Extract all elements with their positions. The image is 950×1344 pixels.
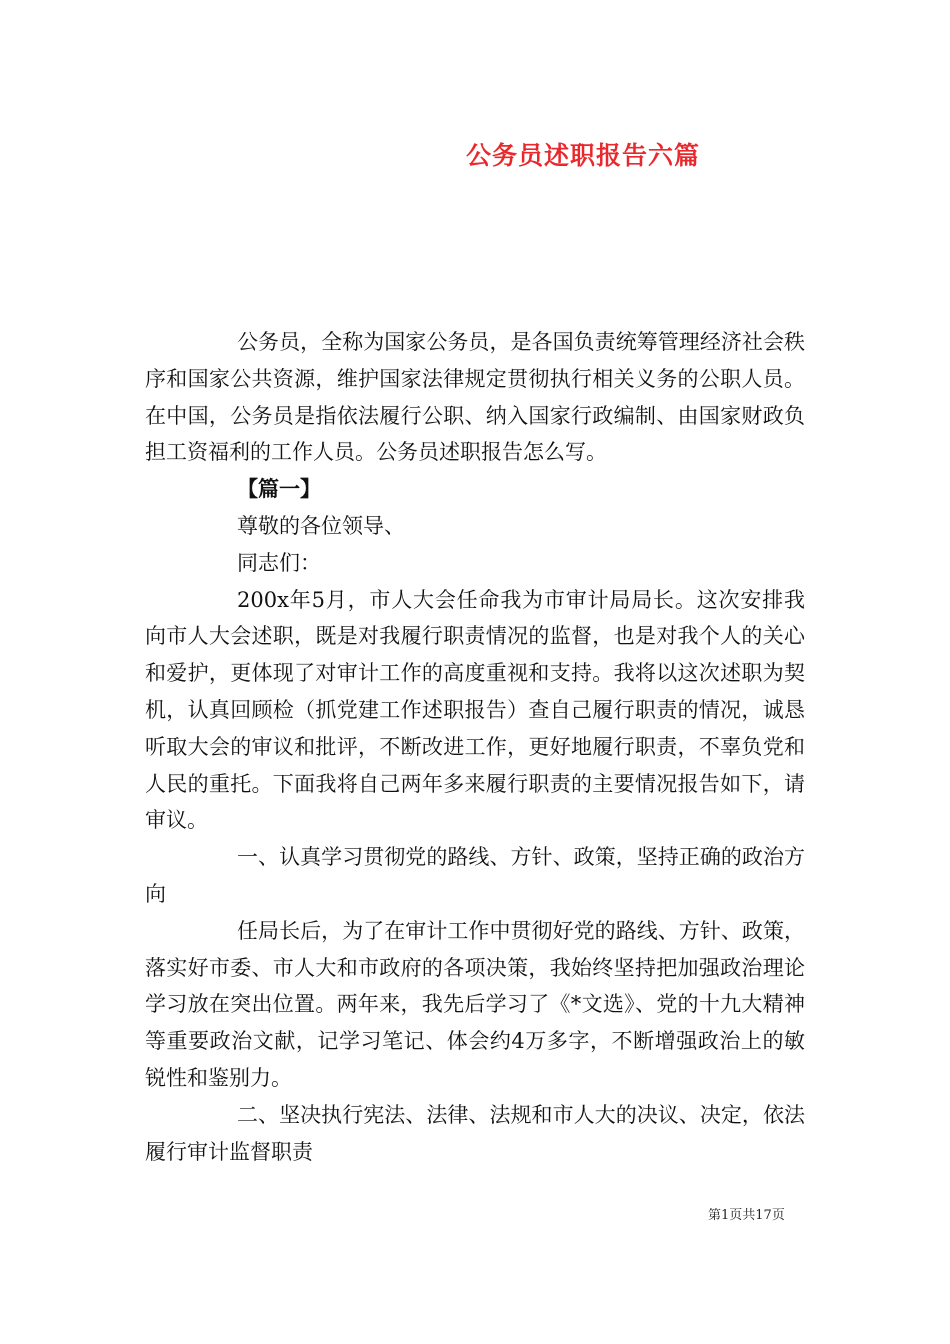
body-paragraph: 任局长后，为了在审计工作中贯彻好党的路线、方针、政策，落实好市委、市人大和市政府的各项决策，我始终坚持把加强政治理论学习放在突出位置。两年来，我先后学习了《*文选》、党的十九大精神等重要政治文献，记学习笔记、体会约4万多字，不断增强政治上的敏锐性和鉴别力。 [145,918,805,1090]
body-paragraph: 200x年5月，市人大会任命我为市审计局局长。这次安排我向市人大会述职，既是对我履行职责情况的监督，也是对我个人的关心和爱护，更体现了对审计工作的高度重视和支持。我将以这次述职为契机，认真回顾检（抓党建工作述职报告）查自己履行职责的情况，诚恳听取大会的审议和批评，不断改进工作，更好地履行职责，不辜负党和人民的重托。下面我将自己两年多来履行职责的主要情况报告如下，请审议。 [145,587,805,833]
section-heading: 一、认真学习贯彻党的路线、方针、政策，坚持正确的政治方向 [145,845,805,906]
section-marker: 【篇一】 [237,476,321,502]
page-number: 第1页共17页 [708,1208,785,1223]
salutation-line-2: 同志们： [237,550,321,575]
document-body [145,324,805,1170]
document-title: 公务员述职报告六篇 [466,141,701,170]
intro-paragraph: 公务员，全称为国家公务员，是各国负责统筹管理经济社会秩序和国家公共资源，维护国家法律规定贯彻执行相关义务的公职人员。在中国，公务员是指依法履行公职、纳入国家行政编制、由国家财政负担工资福利的工作人员。公务员述职报告怎么写。 [145,330,805,465]
salutation-line-1: 尊敬的各位领导、 [237,513,405,538]
section-heading: 二、坚决执行宪法、法律、法规和市人大的决议、决定，依法履行审计监督职责 [145,1102,805,1164]
